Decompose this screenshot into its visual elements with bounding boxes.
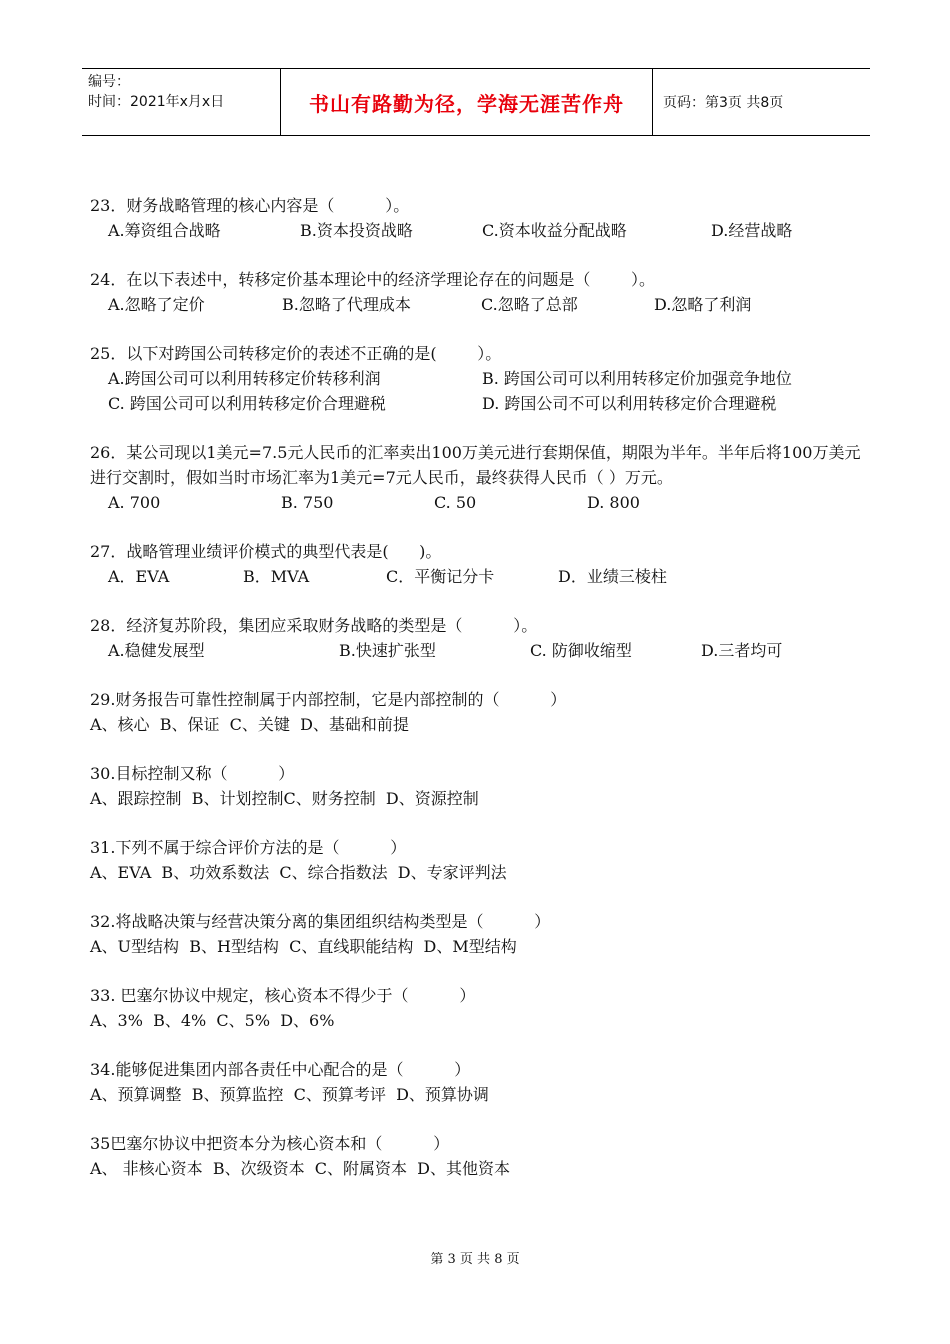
- question-options: A、 非核心资本 B、次级资本 C、附属资本 D、其他资本: [90, 1159, 510, 1178]
- question-options: A、核心 B、保证 C、关键 D、基础和前提: [90, 715, 409, 734]
- option-a: A.跨国公司可以利用转移定价转移利润: [108, 369, 381, 388]
- option-b: B.忽略了代理成本: [282, 295, 411, 314]
- question-23: [90, 193, 862, 243]
- option-b: B.资本投资战略: [300, 221, 413, 240]
- question-list: [90, 193, 862, 1205]
- option-c: C. 50: [434, 493, 477, 512]
- question-29: [90, 687, 862, 737]
- question-options: A、跟踪控制 B、计划控制C、财务控制 D、资源控制: [90, 789, 479, 808]
- option-a: A.筹资组合战略: [108, 221, 221, 240]
- question-stem: 25．以下对跨国公司转移定价的表述不正确的是( ）。: [90, 344, 502, 363]
- option-a: A.稳健发展型: [108, 641, 205, 660]
- option-a: A. 700: [108, 493, 161, 512]
- option-c: C.忽略了总部: [481, 295, 578, 314]
- question-32: [90, 909, 862, 959]
- question-stem: 33. 巴塞尔协议中规定，核心资本不得少于（ ）: [90, 986, 476, 1005]
- question-33: [90, 983, 862, 1033]
- header-motto: 书山有路勤为径，学海无涯苦作舟: [309, 91, 624, 116]
- question-stem: 31.下列不属于综合评价方法的是（ ）: [90, 838, 407, 857]
- header-number-label: 编号：: [88, 74, 130, 90]
- page-header: [82, 68, 870, 136]
- option-d: D.三者均可: [701, 641, 783, 660]
- option-a: A.忽略了定价: [108, 295, 205, 314]
- page-footer: 第 3 页 共 8 页: [430, 1252, 520, 1267]
- header-meta: [82, 69, 281, 135]
- option-d: D. 800: [587, 493, 640, 512]
- question-26: [90, 440, 862, 515]
- question-stem: 23．财务战略管理的核心内容是（ ）。: [90, 196, 410, 215]
- question-stem: 29.财务报告可靠性控制属于内部控制，它是内部控制的（ ）: [90, 690, 567, 709]
- question-stem: 27．战略管理业绩评价模式的典型代表是( )。: [90, 542, 442, 561]
- question-28: [90, 613, 862, 663]
- option-c: C. 跨国公司可以利用转移定价合理避税: [108, 394, 386, 413]
- header-motto-cell: [281, 69, 653, 135]
- question-24: [90, 267, 862, 317]
- question-30: [90, 761, 862, 811]
- option-b: B. 跨国公司可以利用转移定价加强竞争地位: [482, 369, 792, 388]
- question-31: [90, 835, 862, 885]
- option-c: C. 防御收缩型: [530, 641, 632, 660]
- question-25: [90, 341, 862, 416]
- option-a: A．EVA: [108, 567, 170, 586]
- question-35: [90, 1131, 862, 1181]
- question-stem: 35巴塞尔协议中把资本分为核心资本和（ ）: [90, 1134, 450, 1153]
- option-d: D.经营战略: [711, 221, 793, 240]
- question-options: A、3% B、4% C、5% D、6%: [90, 1011, 335, 1030]
- question-stem: 30.目标控制又称（ ）: [90, 764, 295, 783]
- option-c: C.资本收益分配战略: [482, 221, 627, 240]
- option-b: B. 750: [281, 493, 334, 512]
- question-stem: 34.能够促进集团内部各责任中心配合的是（ ）: [90, 1060, 471, 1079]
- option-d: D. 跨国公司不可以利用转移定价合理避税: [482, 394, 777, 413]
- option-b: B．MVA: [243, 567, 310, 586]
- option-d: D.忽略了利润: [654, 295, 752, 314]
- question-34: [90, 1057, 862, 1107]
- option-c: C．平衡记分卡: [386, 567, 495, 586]
- header-page-info: 页码：第3页 共8页: [663, 95, 784, 111]
- question-options: A、EVA B、功效系数法 C、综合指数法 D、专家评判法: [90, 863, 507, 882]
- question-options: A、U型结构 B、H型结构 C、直线职能结构 D、M型结构: [90, 937, 517, 956]
- question-27: [90, 539, 862, 589]
- question-stem: 28．经济复苏阶段，集团应采取财务战略的类型是（ ）。: [90, 616, 538, 635]
- question-stem: 32.将战略决策与经营决策分离的集团组织结构类型是（ ）: [90, 912, 551, 931]
- option-d: D．业绩三棱柱: [558, 567, 667, 586]
- question-stem: 24．在以下表述中，转移定价基本理论中的经济学理论存在的问题是（ ）。: [90, 270, 656, 289]
- header-date: 时间：2021年x月x日: [88, 94, 225, 110]
- option-b: B.快速扩张型: [339, 641, 436, 660]
- question-stem: 26．某公司现以1美元=7.5元人民币的汇率卖出100万美元进行套期保值，期限为半年。半年后将100万美元进行交割时，假如当时市场汇率为1美元=7元人民币，最终获得人民币（ ）万元。: [90, 443, 861, 487]
- question-options: A、预算调整 B、预算监控 C、预算考评 D、预算协调: [90, 1085, 489, 1104]
